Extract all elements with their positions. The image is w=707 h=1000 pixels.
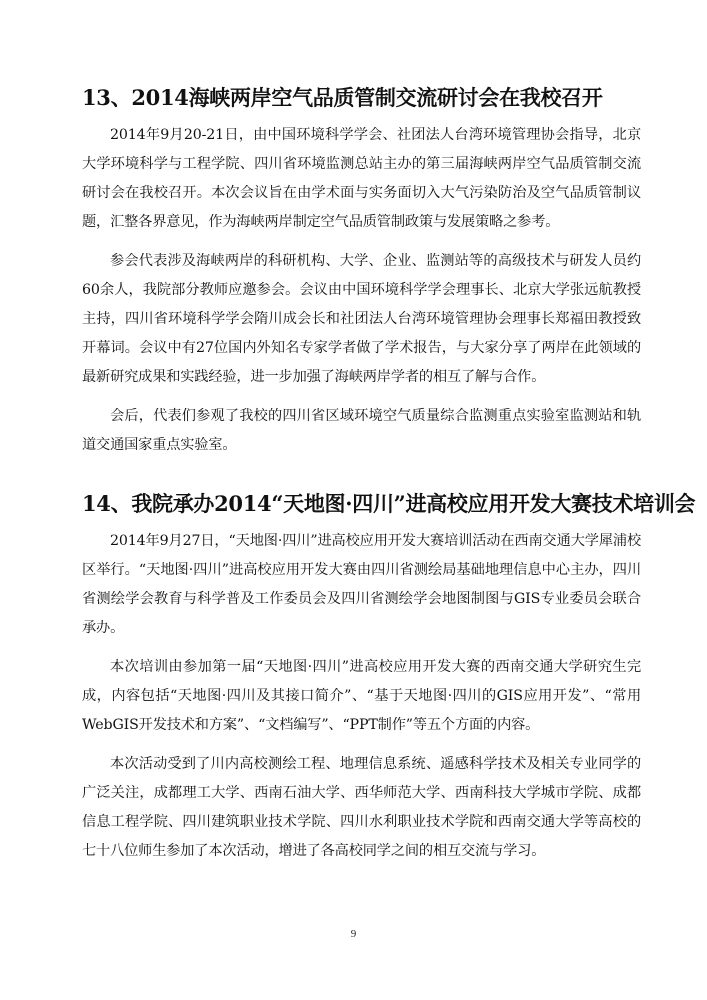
page-number: 9 (350, 928, 357, 940)
section-13 (82, 84, 641, 460)
paragraph: 2014年9月27日，“天地图·四川”进高校应用开发大赛培训活动在西南交通大学犀浦校区举行。“天地图·四川”进高校应用开发大赛由四川省测绘局基础地理信息中心主办，四川省测绘学会教育与科学普及工作委员会及四川省测绘学会地图制图与GIS专业委员会联合承办。 (82, 533, 641, 636)
section-title: 13、2014海峡两岸空气品质管制交流研讨会在我校召开 (82, 85, 603, 110)
paragraph: 参会代表涉及海峡两岸的科研机构、大学、企业、监测站等的高级技术与研发人员约60余人，我院部分教师应邀参会。会议由中国环境科学学会理事长、北京大学张远航教授主持，四川省环境科学学会隋川成会长和社团法人台湾环境管理协会理事长郑福田教授致开幕词。会议中有27位国内外知名专家学者做了学术报告，与大家分享了两岸在此领域的最新研究成果和实践经验，进一步加强了海峡两岸学者的相互了解与合作。 (82, 253, 641, 385)
paragraph: 2014年9月20-21日，由中国环境科学学会、社团法人台湾环境管理协会指导，北京大学环境科学与工程学院、四川省环境监测总站主办的第三届海峡两岸空气品质管制交流研讨会在我校召开。本次会议旨在由学术面与实务面切入大气污染防治及空气品质管制议题，汇整各界意见，作为海峡两岸制定空气品质管制政策与发展策略之参考。 (82, 127, 641, 230)
section-title: 14、我院承办2014“天地图·四川”进高校应用开发大赛技术培训会 (82, 491, 696, 516)
section-14 (82, 490, 696, 866)
paragraph: 会后，代表们参观了我校的四川省区域环境空气质量综合监测重点实验室监测站和轨道交通国家重点实验室。 (82, 408, 641, 453)
paragraph: 本次培训由参加第一届“天地图·四川”进高校应用开发大赛的西南交通大学研究生完成，内容包括“天地图·四川及其接口简介”、“基于天地图·四川的GIS应用开发”、“常用WebGIS开发技术和方案”、“文档编写”、“PPT制作”等五个方面的内容。 (82, 659, 641, 733)
paragraph: 本次活动受到了川内高校测绘工程、地理信息系统、遥感科学技术及相关专业同学的广泛关注，成都理工大学、西南石油大学、西华师范大学、西南科技大学城市学院、成都信息工程学院、四川建筑职业技术学院、四川水利职业技术学院和西南交通大学等高校的七十八位师生参加了本次活动，增进了各高校同学之间的相互交流与学习。 (82, 756, 641, 859)
